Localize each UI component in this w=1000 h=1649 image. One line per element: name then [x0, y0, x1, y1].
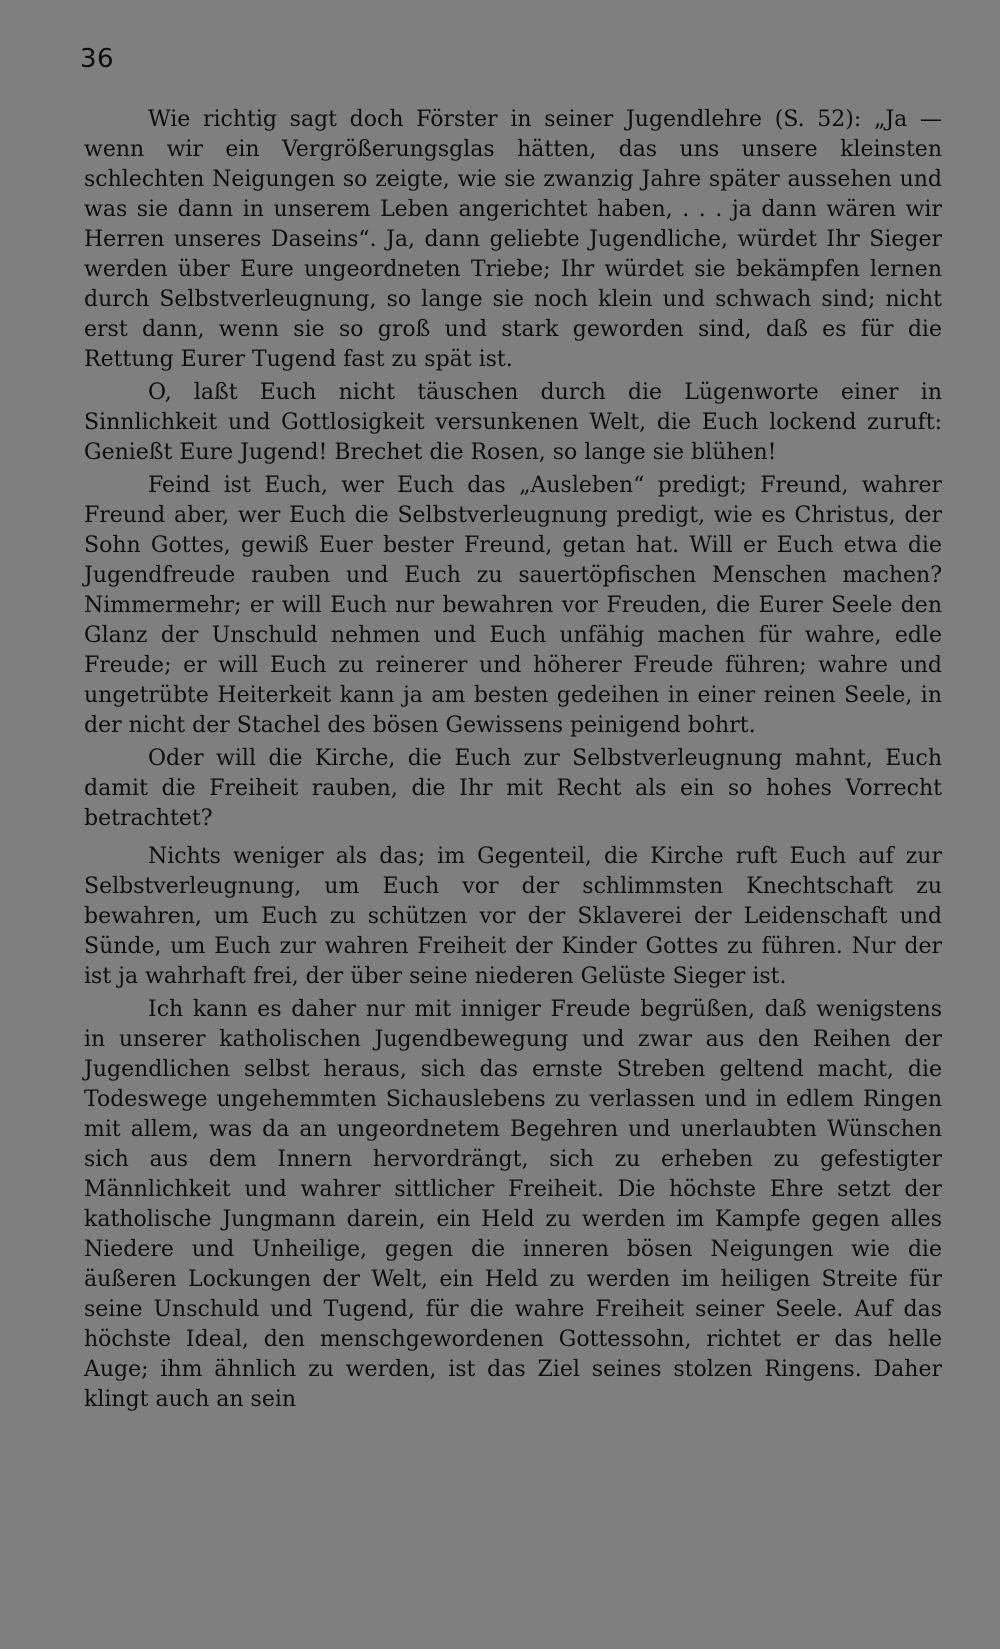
body-text	[84, 105, 942, 1415]
page-number: 36	[80, 44, 115, 74]
paragraph-2: O, laßt Euch nicht täuschen durch die Lügenworte einer in Sinnlichkeit und Gottlosigkeit versunkenen Welt, die Euch lockend zuruft: Genießt Eure Jugend! Brechet die Rosen, so lange sie blühen!	[84, 380, 942, 465]
paragraph-1: Wie richtig sagt doch Förster in seiner Jugendlehre (S. 52): „Ja — wenn wir ein Vergrößerungsglas hätten, das uns unsere kleinsten schlechten Neigungen so zeigte, wie sie zwanzig Jahre später aussehen und was sie dann in unserem Leben angerichtet haben, . . . ja dann wären wir Herren unseres Daseins“. Ja, dann geliebte Jugendliche, würdet Ihr Sieger werden über Eure ungeordneten Triebe; Ihr würdet sie bekämpfen lernen durch Selbstverleugnung, so lange sie noch klein und schwach sind; nicht erst dann, wenn sie so groß und stark geworden sind, daß es für die Rettung Eurer Tugend fast zu spät ist.	[84, 107, 942, 372]
paragraph-6: Ich kann es daher nur mit inniger Freude begrüßen, daß wenigstens in unserer katholischen Jugendbewegung und zwar aus den Reihen der Jugendlichen selbst heraus, sich das ernste Streben geltend macht, die Todeswege ungehemmten Sichauslebens zu verlassen und in edlem Ringen mit allem, was da an ungeordnetem Begehren und unerlaubten Wünschen sich aus dem Innern hervordrängt, sich zu erheben zu gefestigter Männlichkeit und wahrer sittlicher Freiheit. Die höchste Ehre setzt der katholische Jungmann darein, ein Held zu werden im Kampfe gegen alles Niedere und Unheilige, gegen die inneren bösen Neigungen wie die äußeren Lockungen der Welt, ein Held zu werden im heiligen Streite für seine Unschuld und Tugend, für die wahre Freiheit seiner Seele. Auf das höchste Ideal, den menschgewordenen Gottessohn, richtet er das helle Auge; ihm ähnlich zu werden, ist das Ziel seines stolzen Ringens. Daher klingt auch an sein	[84, 997, 942, 1412]
paragraph-5: Nichts weniger als das; im Gegenteil, die Kirche ruft Euch auf zur Selbstverleugnung, um Euch vor der schlimmsten Knechtschaft zu bewahren, um Euch zu schützen vor der Sklaverei der Leidenschaft und Sünde, um Euch zur wahren Freiheit der Kinder Gottes zu führen. Nur der ist ja wahrhaft frei, der über seine niederen Gelüste Sieger ist.	[84, 844, 942, 989]
paragraph-4: Oder will die Kirche, die Euch zur Selbstverleugnung mahnt, Euch damit die Freiheit rauben, die Ihr mit Recht als ein so hohes Vorrecht betrachtet?	[84, 746, 942, 831]
book-page	[80, 38, 942, 1418]
paragraph-3: Feind ist Euch, wer Euch das „Ausleben“ predigt; Freund, wahrer Freund aber, wer Euch die Selbstverleugnung predigt, wie es Christus, der Sohn Gottes, gewiß Euer bester Freund, getan hat. Will er Euch etwa die Jugendfreude rauben und Euch zu sauertöpfischen Menschen machen? Nimmermehr; er will Euch nur bewahren vor Freuden, die Eurer Seele den Glanz der Unschuld nehmen und Euch unfähig machen für wahre, edle Freude; er will Euch zu reinerer und höherer Freude führen; wahre und ungetrübte Heiterkeit kann ja am besten gedeihen in einer reinen Seele, in der nicht der Stachel des bösen Gewissens peinigend bohrt.	[84, 473, 942, 738]
